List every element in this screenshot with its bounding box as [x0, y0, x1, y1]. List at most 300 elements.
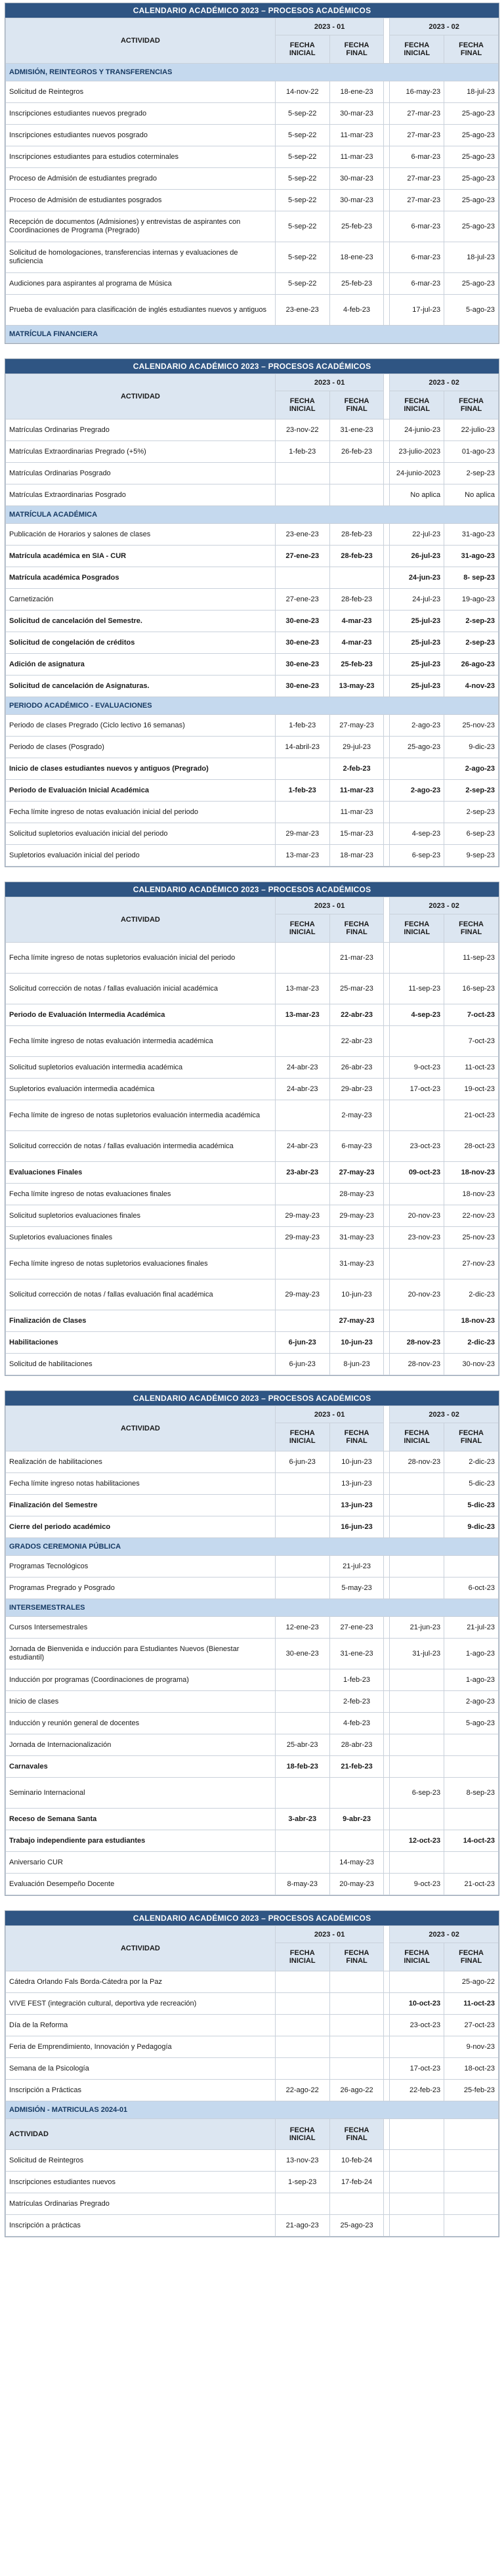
category-label: ADMISIÓN, REINTEGROS Y TRANSFERENCIAS — [6, 64, 499, 81]
table-row — [6, 81, 499, 103]
table-row — [6, 1713, 499, 1734]
table-row — [6, 1249, 499, 1279]
activity-cell: Finalización de Clases — [6, 1310, 276, 1332]
table-row — [6, 524, 499, 546]
start-date-header: FECHA INICIAL — [390, 1423, 444, 1451]
start-date-header: FECHA INICIAL — [275, 914, 329, 943]
activity-cell: Seminario Internacional — [6, 1778, 276, 1809]
table-row — [6, 484, 499, 506]
table-row — [6, 546, 499, 567]
period-1-start-cell — [275, 1669, 329, 1691]
period-2-end-cell: 2-ago-23 — [444, 1691, 499, 1713]
period-2-start-cell — [390, 2150, 444, 2172]
period-2-header: 2023 - 02 — [390, 1406, 499, 1423]
activity-cell: Inicio de clases estudiantes nuevos y antiguos (Pregrado) — [6, 758, 276, 780]
period-2-header: 2023 - 02 — [390, 374, 499, 391]
activity-cell: Feria de Emprendimiento, Innovación y Pedagogía — [6, 2036, 276, 2058]
table-row — [6, 589, 499, 611]
period-1-end-cell — [329, 2058, 384, 2080]
period-2-end-cell: 11-oct-23 — [444, 1057, 499, 1079]
period-1-header: 2023 - 01 — [275, 18, 384, 35]
period-1-start-cell: 24-abr-23 — [275, 1131, 329, 1162]
activity-cell: Solicitud de congelación de créditos — [6, 632, 276, 654]
table-row — [6, 1332, 499, 1354]
period-2-end-cell: No aplica — [444, 484, 499, 506]
period-2-end-cell: 25-ago-23 — [444, 125, 499, 146]
table-row — [6, 1778, 499, 1809]
table-row — [6, 1809, 499, 1830]
activity-cell: Matrículas Extraordinarias Pregrado (+5%) — [6, 441, 276, 463]
period-1-start-cell: 30-ene-23 — [275, 632, 329, 654]
activity-cell: Inscripciones estudiantes nuevos pregrado — [6, 103, 276, 125]
activity-cell: Solicitud supletorios evaluación intermedia académica — [6, 1057, 276, 1079]
table-row — [6, 1162, 499, 1184]
period-2-end-cell: 30-nov-23 — [444, 1354, 499, 1375]
period-2-end-cell: 25-ago-23 — [444, 146, 499, 168]
period-1-end-cell: 16-jun-23 — [329, 1516, 384, 1538]
activity-cell: Evaluación Desempeño Docente — [6, 1874, 276, 1895]
activity-header: ACTIVIDAD — [6, 2119, 276, 2150]
sub-header-row — [6, 2119, 499, 2150]
calendar-table — [5, 374, 499, 867]
period-1-end-cell: 25-feb-23 — [329, 211, 384, 242]
activity-header: ACTIVIDAD — [6, 18, 276, 64]
category-label: INTERSEMESTRALES — [6, 1599, 499, 1617]
period-2-end-cell — [444, 1756, 499, 1778]
table-row — [6, 943, 499, 974]
period-1-end-cell: 11-mar-23 — [329, 780, 384, 802]
period-1-start-cell — [275, 1495, 329, 1516]
period-2-start-cell: 24-jul-23 — [390, 589, 444, 611]
period-1-start-cell: 6-jun-23 — [275, 1451, 329, 1473]
period-1-end-cell: 4-mar-23 — [329, 632, 384, 654]
activity-cell: Finalización del Semestre — [6, 1495, 276, 1516]
table-row — [6, 242, 499, 273]
period-2-start-cell: 20-nov-23 — [390, 1205, 444, 1227]
period-2-start-cell: 17-oct-23 — [390, 2058, 444, 2080]
period-2-start-cell: 2-ago-23 — [390, 715, 444, 737]
period-2-end-cell — [444, 2193, 499, 2215]
period-2-end-cell: 2-sep-23 — [444, 780, 499, 802]
period-2-start-cell — [390, 1713, 444, 1734]
period-2-end-cell: 28-oct-23 — [444, 1131, 499, 1162]
category-label: GRADOS CEREMONIA PÚBLICA — [6, 1538, 499, 1556]
activity-cell: Publicación de Horarios y salones de clases — [6, 524, 276, 546]
table-row — [6, 190, 499, 211]
period-1-start-cell: 5-sep-22 — [275, 273, 329, 295]
period-2-start-cell — [390, 1556, 444, 1578]
period-2-end-cell: 25-ago-23 — [444, 103, 499, 125]
period-1-start-cell: 30-ene-23 — [275, 676, 329, 697]
start-date-header: FECHA INICIAL — [275, 1423, 329, 1451]
period-2-end-cell: 25-nov-23 — [444, 1227, 499, 1249]
period-2-end-cell: 2-dic-23 — [444, 1451, 499, 1473]
start-date-header: FECHA INICIAL — [390, 391, 444, 419]
table-row — [6, 802, 499, 823]
period-1-start-cell: 18-feb-23 — [275, 1756, 329, 1778]
period-2-end-cell: 2-dic-23 — [444, 1279, 499, 1310]
period-1-start-cell: 23-nov-22 — [275, 419, 329, 441]
period-2-start-cell: 25-jul-23 — [390, 676, 444, 697]
period-1-start-cell: 5-sep-22 — [275, 211, 329, 242]
period-1-start-cell: 1-feb-23 — [275, 715, 329, 737]
period-1-end-cell: 25-feb-23 — [329, 273, 384, 295]
period-1-start-cell: 23-abr-23 — [275, 1162, 329, 1184]
period-1-end-cell: 27-may-23 — [329, 1162, 384, 1184]
start-date-header: FECHA INICIAL — [275, 2119, 329, 2150]
activity-cell: Inicio de clases — [6, 1691, 276, 1713]
period-2-start-cell: 6-sep-23 — [390, 845, 444, 867]
period-2-header: 2023 - 02 — [390, 1926, 499, 1943]
period-2-start-cell: 24-junio-2023 — [390, 463, 444, 484]
period-2-end-cell — [444, 2172, 499, 2193]
period-2-end-cell: 26-ago-23 — [444, 654, 499, 676]
period-2-end-cell: 18-jul-23 — [444, 81, 499, 103]
activity-cell: Semana de la Psicología — [6, 2058, 276, 2080]
calendar-title: CALENDARIO ACADÉMICO 2023 – PROCESOS ACADÉMICOS — [5, 359, 499, 374]
period-2-start-cell — [390, 1734, 444, 1756]
table-row — [6, 1756, 499, 1778]
period-2-start-cell — [390, 2036, 444, 2058]
period-1-start-cell: 24-abr-23 — [275, 1079, 329, 1100]
period-2-start-cell: 25-jul-23 — [390, 632, 444, 654]
period-1-start-cell: 23-ene-23 — [275, 295, 329, 326]
period-2-end-cell: 25-ago-23 — [444, 168, 499, 190]
period-2-end-cell: 25-feb-23 — [444, 2080, 499, 2101]
empty-cell — [390, 2119, 444, 2150]
period-1-end-cell: 11-mar-23 — [329, 146, 384, 168]
period-2-end-cell: 19-oct-23 — [444, 1079, 499, 1100]
period-2-start-cell: 28-nov-23 — [390, 1354, 444, 1375]
period-1-header: 2023 - 01 — [275, 1406, 384, 1423]
calendar-section — [5, 3, 499, 344]
activity-cell: Fecha límite ingreso de notas supletorios evaluación inicial del periodo — [6, 943, 276, 974]
period-1-end-cell: 26-feb-23 — [329, 441, 384, 463]
activity-cell: Solicitud de cancelación del Semestre. — [6, 611, 276, 632]
start-date-header: FECHA INICIAL — [390, 1943, 444, 1971]
period-2-start-cell: 28-nov-23 — [390, 1332, 444, 1354]
period-1-start-cell: 13-mar-23 — [275, 1004, 329, 1026]
period-1-start-cell: 5-sep-22 — [275, 242, 329, 273]
activity-cell: Habilitaciones — [6, 1332, 276, 1354]
period-2-start-cell: 25-jul-23 — [390, 611, 444, 632]
activity-cell: Solicitud de Reintegros — [6, 2150, 276, 2172]
period-1-header: 2023 - 01 — [275, 1926, 384, 1943]
activity-cell: Matrícula académica Posgrados — [6, 567, 276, 589]
period-2-end-cell: 19-ago-23 — [444, 589, 499, 611]
table-row — [6, 1451, 499, 1473]
table-row — [6, 1852, 499, 1874]
table-row — [6, 1184, 499, 1205]
period-2-end-cell: 8-sep-23 — [444, 1778, 499, 1809]
period-1-end-cell: 29-abr-23 — [329, 1079, 384, 1100]
table-row — [6, 1100, 499, 1131]
end-date-header: FECHA FINAL — [444, 1943, 499, 1971]
period-2-start-cell — [390, 802, 444, 823]
period-2-end-cell: 9-sep-23 — [444, 845, 499, 867]
end-date-header: FECHA FINAL — [329, 391, 384, 419]
period-2-end-cell: 6-oct-23 — [444, 1578, 499, 1599]
period-1-start-cell: 14-nov-22 — [275, 81, 329, 103]
period-1-start-cell — [275, 1026, 329, 1057]
period-2-end-cell: 11-oct-23 — [444, 1993, 499, 2015]
period-1-start-cell — [275, 2036, 329, 2058]
period-2-end-cell: 25-ago-23 — [444, 273, 499, 295]
period-2-start-cell: 24-junio-23 — [390, 419, 444, 441]
period-1-start-cell: 5-sep-22 — [275, 103, 329, 125]
activity-cell: Audiciones para aspirantes al programa de Música — [6, 273, 276, 295]
period-1-end-cell — [329, 1830, 384, 1852]
period-2-start-cell — [390, 1495, 444, 1516]
period-1-end-cell: 28-feb-23 — [329, 524, 384, 546]
period-2-start-cell: 25-ago-23 — [390, 737, 444, 758]
period-1-end-cell: 22-abr-23 — [329, 1004, 384, 1026]
period-1-end-cell — [329, 1778, 384, 1809]
activity-cell: Inscripción a prácticas — [6, 2215, 276, 2237]
period-1-end-cell: 17-feb-24 — [329, 2172, 384, 2193]
period-2-start-cell — [390, 1852, 444, 1874]
activity-cell: Realización de habilitaciones — [6, 1451, 276, 1473]
end-date-header: FECHA FINAL — [329, 35, 384, 64]
period-2-start-cell — [390, 943, 444, 974]
activity-cell: Cierre del periodo académico — [6, 1516, 276, 1538]
table-row — [6, 1639, 499, 1669]
period-1-end-cell: 21-jul-23 — [329, 1556, 384, 1578]
period-1-start-cell — [275, 1993, 329, 2015]
activity-cell: Recepción de documentos (Admisiones) y entrevistas de aspirantes con Coordinaciones de Programa (Pregrado) — [6, 211, 276, 242]
period-1-start-cell: 29-may-23 — [275, 1279, 329, 1310]
activity-cell: Matrícula académica en SIA - CUR — [6, 546, 276, 567]
period-2-start-cell: 25-jul-23 — [390, 654, 444, 676]
table-row — [6, 1026, 499, 1057]
table-row — [6, 1993, 499, 2015]
table-row — [6, 2080, 499, 2101]
period-1-end-cell: 2-feb-23 — [329, 1691, 384, 1713]
period-1-start-cell: 30-ene-23 — [275, 654, 329, 676]
period-1-start-cell: 13-mar-23 — [275, 974, 329, 1004]
activity-cell: Prueba de evaluación para clasificación de inglés estudiantes nuevos y antiguos — [6, 295, 276, 326]
table-row — [6, 1227, 499, 1249]
period-2-start-cell — [390, 2172, 444, 2193]
calendar-page — [5, 0, 499, 2254]
category-row — [6, 506, 499, 524]
period-1-header: 2023 - 01 — [275, 374, 384, 391]
period-2-end-cell: 18-nov-23 — [444, 1162, 499, 1184]
period-1-start-cell: 6-jun-23 — [275, 1354, 329, 1375]
period-2-end-cell: 4-nov-23 — [444, 676, 499, 697]
period-1-end-cell: 30-mar-23 — [329, 103, 384, 125]
period-1-end-cell: 28-feb-23 — [329, 546, 384, 567]
activity-cell: Cursos Intersemestrales — [6, 1617, 276, 1639]
period-1-start-cell: 1-sep-23 — [275, 2172, 329, 2193]
period-1-end-cell: 31-may-23 — [329, 1227, 384, 1249]
activity-cell: Fecha límite ingreso notas habilitaciones — [6, 1473, 276, 1495]
period-1-end-cell: 10-jun-23 — [329, 1451, 384, 1473]
period-1-start-cell: 27-ene-23 — [275, 589, 329, 611]
period-1-start-cell: 5-sep-22 — [275, 125, 329, 146]
table-row — [6, 632, 499, 654]
period-1-start-cell — [275, 1249, 329, 1279]
period-2-end-cell: 11-sep-23 — [444, 943, 499, 974]
table-row — [6, 1004, 499, 1026]
activity-cell: Aniversario CUR — [6, 1852, 276, 1874]
period-2-end-cell: 18-nov-23 — [444, 1184, 499, 1205]
period-1-end-cell: 10-jun-23 — [329, 1332, 384, 1354]
period-2-start-cell: 21-jun-23 — [390, 1617, 444, 1639]
period-1-end-cell — [329, 463, 384, 484]
period-1-end-cell: 30-mar-23 — [329, 190, 384, 211]
period-1-end-cell: 1-feb-23 — [329, 1669, 384, 1691]
start-date-header: FECHA INICIAL — [390, 914, 444, 943]
table-row — [6, 441, 499, 463]
period-1-end-cell: 31-ene-23 — [329, 419, 384, 441]
activity-cell: Inducción y reunión general de docentes — [6, 1713, 276, 1734]
period-2-header: 2023 - 02 — [390, 18, 499, 35]
period-2-start-cell: 23-julio-2023 — [390, 441, 444, 463]
table-row — [6, 146, 499, 168]
period-2-start-cell — [390, 1669, 444, 1691]
activity-cell: Carnetización — [6, 589, 276, 611]
period-2-start-cell: 12-oct-23 — [390, 1830, 444, 1852]
activity-cell: Inscripciones estudiantes para estudios coterminales — [6, 146, 276, 168]
period-1-end-cell: 21-feb-23 — [329, 1756, 384, 1778]
period-1-end-cell: 4-feb-23 — [329, 1713, 384, 1734]
period-1-start-cell — [275, 1971, 329, 1993]
period-1-start-cell: 1-feb-23 — [275, 780, 329, 802]
period-2-start-cell: 27-mar-23 — [390, 168, 444, 190]
period-1-start-cell: 13-mar-23 — [275, 845, 329, 867]
table-row — [6, 2036, 499, 2058]
period-1-start-cell: 13-nov-23 — [275, 2150, 329, 2172]
activity-cell: Proceso de Admisión de estudiantes pregrado — [6, 168, 276, 190]
period-2-end-cell: 25-ago-23 — [444, 211, 499, 242]
period-2-start-cell: 27-mar-23 — [390, 103, 444, 125]
activity-cell: Solicitud de cancelación de Asignaturas. — [6, 676, 276, 697]
period-1-start-cell — [275, 1778, 329, 1809]
period-2-start-cell — [390, 1184, 444, 1205]
table-row — [6, 2193, 499, 2215]
calendar-title: CALENDARIO ACADÉMICO 2023 – PROCESOS ACADÉMICOS — [5, 1911, 499, 1925]
period-2-end-cell: 21-oct-23 — [444, 1100, 499, 1131]
period-2-start-cell: 17-jul-23 — [390, 295, 444, 326]
end-date-header: FECHA FINAL — [444, 1423, 499, 1451]
end-date-header: FECHA FINAL — [444, 391, 499, 419]
period-1-end-cell: 18-ene-23 — [329, 81, 384, 103]
period-2-end-cell: 25-nov-23 — [444, 715, 499, 737]
activity-cell: Fecha límite de ingreso de notas supletorios evaluación intermedia académica — [6, 1100, 276, 1131]
period-2-start-cell: 27-mar-23 — [390, 190, 444, 211]
table-row — [6, 168, 499, 190]
table-row — [6, 1669, 499, 1691]
activity-cell: Periodo de Evaluación Intermedia Académica — [6, 1004, 276, 1026]
period-1-end-cell: 4-mar-23 — [329, 611, 384, 632]
activity-cell: Programas Tecnológicos — [6, 1556, 276, 1578]
period-2-start-cell — [390, 2215, 444, 2237]
period-2-start-cell: 09-oct-23 — [390, 1162, 444, 1184]
period-2-start-cell: 24-jun-23 — [390, 567, 444, 589]
table-row — [6, 1473, 499, 1495]
period-2-start-cell: 28-nov-23 — [390, 1451, 444, 1473]
period-2-start-cell: 6-mar-23 — [390, 242, 444, 273]
period-2-start-cell: 17-oct-23 — [390, 1079, 444, 1100]
category-row — [6, 2101, 499, 2119]
period-1-start-cell — [275, 2015, 329, 2036]
activity-cell: Solicitud de Reintegros — [6, 81, 276, 103]
activity-cell: Proceso de Admisión de estudiantes posgrados — [6, 190, 276, 211]
period-2-start-cell: No aplica — [390, 484, 444, 506]
start-date-header: FECHA INICIAL — [390, 35, 444, 64]
table-row — [6, 1734, 499, 1756]
period-1-end-cell: 10-jun-23 — [329, 1279, 384, 1310]
period-1-end-cell — [329, 484, 384, 506]
end-date-header: FECHA FINAL — [444, 35, 499, 64]
period-1-end-cell: 14-may-23 — [329, 1852, 384, 1874]
period-1-start-cell: 1-feb-23 — [275, 441, 329, 463]
activity-cell: Inscripción a Prácticas — [6, 2080, 276, 2101]
table-row — [6, 567, 499, 589]
period-2-start-cell — [390, 1473, 444, 1495]
period-1-end-cell: 20-may-23 — [329, 1874, 384, 1895]
period-1-end-cell — [329, 2015, 384, 2036]
period-2-end-cell: 31-ago-23 — [444, 524, 499, 546]
period-2-end-cell: 5-ago-23 — [444, 295, 499, 326]
activity-header: ACTIVIDAD — [6, 1926, 276, 1971]
activity-header: ACTIVIDAD — [6, 897, 276, 943]
table-row — [6, 273, 499, 295]
activity-cell: Fecha límite ingreso de notas supletorios evaluaciones finales — [6, 1249, 276, 1279]
period-1-start-cell — [275, 758, 329, 780]
period-1-start-cell: 5-sep-22 — [275, 190, 329, 211]
table-row — [6, 1279, 499, 1310]
table-row — [6, 1556, 499, 1578]
period-2-end-cell: 9-nov-23 — [444, 2036, 499, 2058]
period-2-end-cell: 18-nov-23 — [444, 1310, 499, 1332]
table-row — [6, 1516, 499, 1538]
category-label: MATRÍCULA ACADÉMICA — [6, 506, 499, 524]
period-1-header: 2023 - 01 — [275, 897, 384, 914]
table-row — [6, 2015, 499, 2036]
activity-cell: Solicitud supletorios evaluación inicial del periodo — [6, 823, 276, 845]
activity-cell: Supletorios evaluaciones finales — [6, 1227, 276, 1249]
period-2-end-cell: 14-oct-23 — [444, 1830, 499, 1852]
end-date-header: FECHA FINAL — [329, 1943, 384, 1971]
end-date-header: FECHA FINAL — [444, 914, 499, 943]
period-1-start-cell: 30-ene-23 — [275, 1639, 329, 1669]
activity-cell: Solicitud corrección de notas / fallas evaluación inicial académica — [6, 974, 276, 1004]
activity-cell: Jornada de Bienvenida e inducción para Estudiantes Nuevos (Bienestar estudiantil) — [6, 1639, 276, 1669]
period-2-start-cell: 9-oct-23 — [390, 1057, 444, 1079]
activity-cell: Inscripciones estudiantes nuevos posgrado — [6, 125, 276, 146]
activity-cell: Matrículas Ordinarias Pregrado — [6, 419, 276, 441]
period-2-end-cell: 7-oct-23 — [444, 1026, 499, 1057]
period-2-end-cell — [444, 2150, 499, 2172]
table-row — [6, 1830, 499, 1852]
period-1-start-cell: 29-mar-23 — [275, 823, 329, 845]
table-row — [6, 1057, 499, 1079]
activity-cell: Día de la Reforma — [6, 2015, 276, 2036]
table-row — [6, 1617, 499, 1639]
category-row — [6, 64, 499, 81]
period-1-end-cell: 21-mar-23 — [329, 943, 384, 974]
period-1-end-cell: 27-may-23 — [329, 715, 384, 737]
period-1-start-cell: 29-may-23 — [275, 1205, 329, 1227]
calendar-section — [5, 882, 499, 1376]
period-1-end-cell: 18-mar-23 — [329, 845, 384, 867]
period-1-start-cell: 22-ago-22 — [275, 2080, 329, 2101]
period-1-end-cell: 26-abr-23 — [329, 1057, 384, 1079]
period-2-end-cell: 8- sep-23 — [444, 567, 499, 589]
period-2-start-cell — [390, 1578, 444, 1599]
